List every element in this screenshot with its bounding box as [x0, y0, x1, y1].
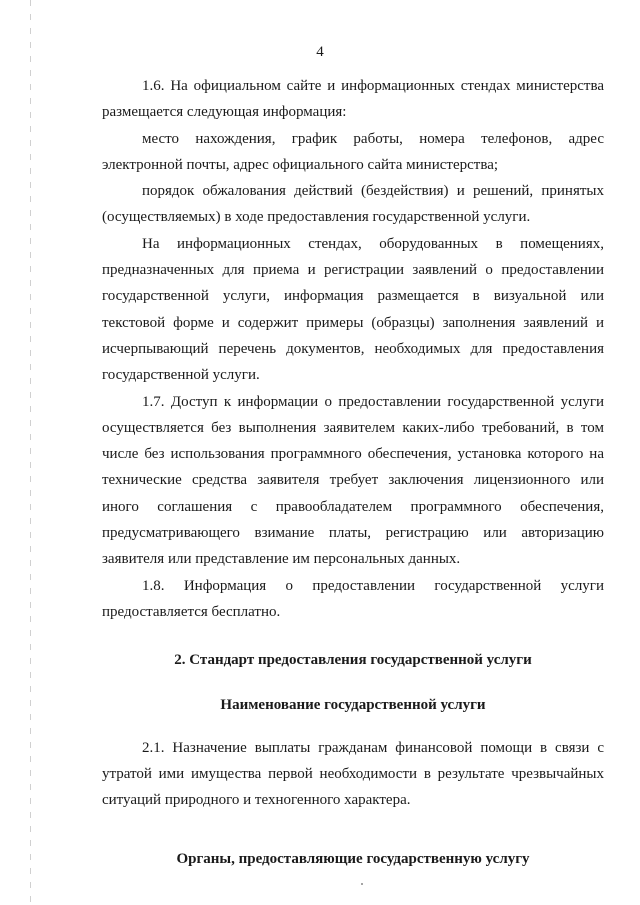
organs-heading: Органы, предоставляющие государственную услугу	[176, 850, 530, 867]
section-2-heading: 2. Стандарт предоставления государственной услуги	[174, 652, 532, 669]
paragraph-2-1: 2.1. Назначение выплаты гражданам финансовой помощи в связи с утратой ими имущества первой необходимости в результате чрезвычайных ситуаций природного и техногенного характера.	[102, 739, 604, 809]
paragraph-1-6: 1.6. На официальном сайте и информационных стендах министерства размещается следующая информация:	[102, 78, 604, 121]
paragraph-appeal: порядок обжалования действий (бездействия) и решений, принятых (осуществляемых) в ходе предоставления государственной услуги.	[102, 183, 604, 226]
scan-speck	[361, 883, 363, 885]
scan-edge-line	[30, 0, 31, 905]
paragraph-1-7: 1.7. Доступ к информации о предоставлении государственной услуги осуществляется без выполнения заявителем каких-либо требований, в том числе без использования программного обеспечения, установка которого на технические средства заявителя требует заключения лицензионного или иного соглашения с правообладателем программного обеспечения, предусматривающего взимание платы, регистрацию или авторизацию заявителя или представление им персональных данных.	[102, 393, 604, 568]
document-body	[102, 73, 604, 872]
paragraph-1-8: 1.8. Информация о предоставлении государственной услуги предоставляется бесплатно.	[102, 577, 604, 620]
paragraph-stands: На информационных стендах, оборудованных в помещениях, предназначенных для приема и регистрации заявлений о предоставлении государственной услуги, информация размещается в визуальной или текстовой форме и содержит примеры (образцы) заполнения заявлений и исчерпывающий перечень документов, необходимых для предоставления государственной услуги.	[102, 235, 604, 384]
service-name-heading: Наименование государственной услуги	[220, 696, 486, 713]
page-number: 4	[316, 44, 324, 60]
paragraph-location: место нахождения, график работы, номера телефонов, адрес электронной почты, адрес официального сайта министерства;	[102, 130, 604, 173]
